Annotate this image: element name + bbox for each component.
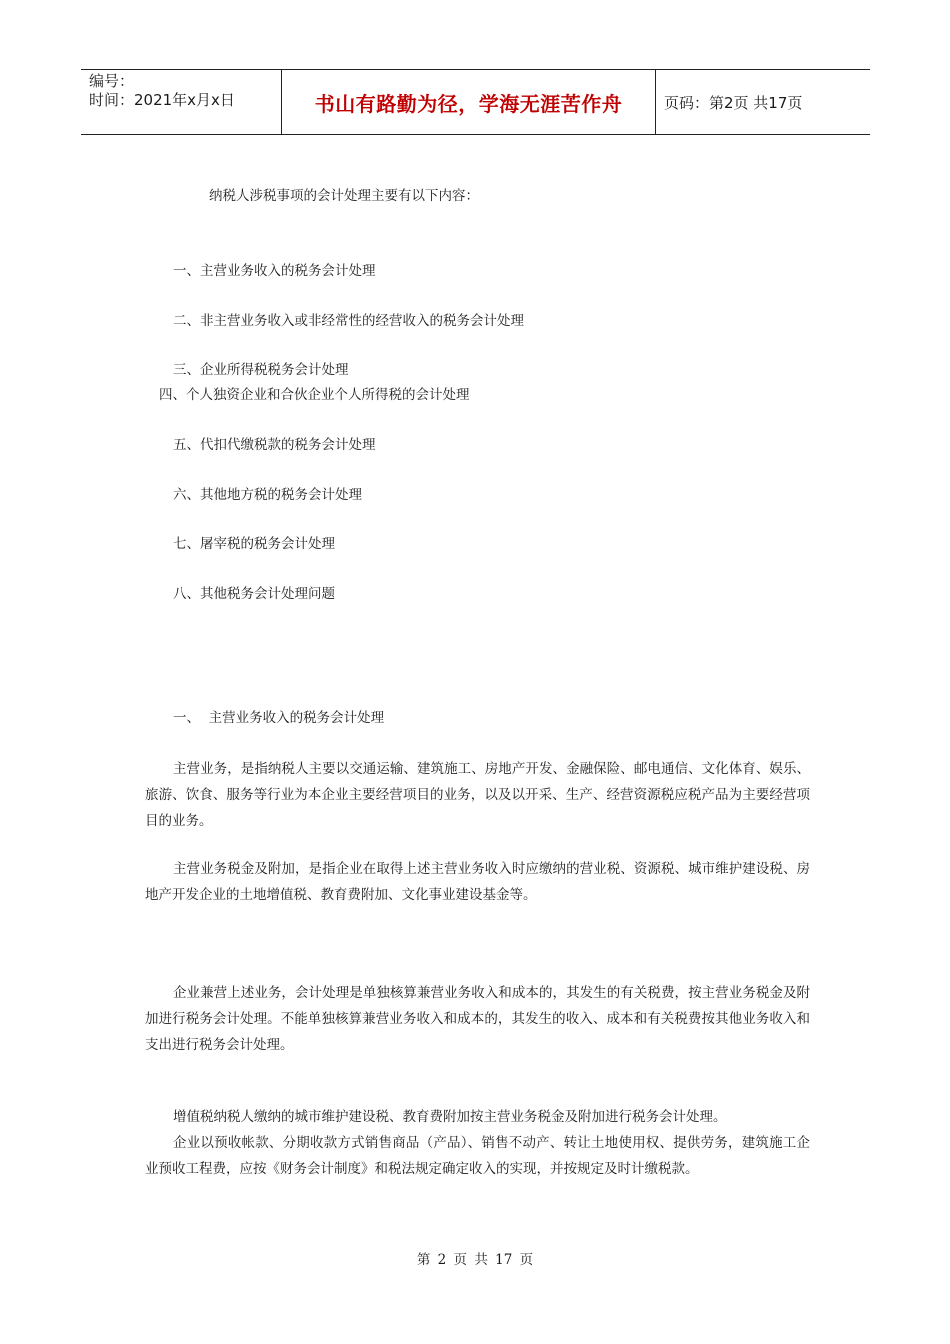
header-page-cell bbox=[656, 70, 870, 134]
toc-item: 三、企业所得税税务会计处理 bbox=[173, 362, 349, 378]
body-paragraph: 主营业务税金及附加，是指企业在取得上述主营业务收入时应缴纳的营业税、资源税、城市维护建设税、房地产开发企业的土地增值税、教育费附加、文化事业建设基金等。 bbox=[145, 861, 810, 903]
toc-item: 五、代扣代缴税款的税务会计处理 bbox=[173, 437, 376, 453]
body-paragraph: 增值税纳税人缴纳的城市维护建设税、教育费附加按主营业务税金及附加进行税务会计处理。 bbox=[173, 1109, 727, 1125]
header-info-cell bbox=[81, 70, 282, 134]
toc-item: 八、其他税务会计处理问题 bbox=[173, 586, 335, 602]
header-motto-cell bbox=[282, 70, 656, 134]
page-info: 页码：第2页 共17页 bbox=[664, 93, 803, 112]
toc-item: 二、非主营业务收入或非经常性的经营收入的税务会计处理 bbox=[173, 313, 524, 329]
toc-item: 七、屠宰税的税务会计处理 bbox=[173, 536, 335, 552]
section-heading: 一、 主营业务收入的税务会计处理 bbox=[173, 710, 385, 726]
document-date: 时间：2021年x月x日 bbox=[89, 91, 235, 109]
body-paragraph: 主营业务，是指纳税人主要以交通运输、建筑施工、房地产开发、金融保险、邮电通信、文化体育、娱乐、旅游、饮食、服务等行业为本企业主要经营项目的业务，以及以开采、生产、经营资源税应税产品为主要经营项目的业务。 bbox=[145, 761, 810, 829]
page-footer: 第 2 页 共 17 页 bbox=[416, 1252, 534, 1268]
toc-item: 六、其他地方税的税务会计处理 bbox=[173, 487, 362, 503]
document-number: 编号： bbox=[89, 72, 135, 90]
toc-item: 一、主营业务收入的税务会计处理 bbox=[173, 263, 376, 279]
motto: 书山有路勤为径，学海无涯苦作舟 bbox=[314, 91, 623, 116]
body-paragraph: 企业以预收帐款、分期收款方式销售商品（产品）、销售不动产、转让土地使用权、提供劳务，建筑施工企业预收工程费，应按《财务会计制度》和税法规定确定收入的实现，并按规定及时计缴税款。 bbox=[145, 1135, 810, 1177]
toc-item: 四、个人独资企业和合伙企业个人所得税的会计处理 bbox=[159, 387, 470, 403]
body-paragraph: 企业兼营上述业务，会计处理是单独核算兼营业务收入和成本的，其发生的有关税费，按主营业务税金及附加进行税务会计处理。不能单独核算兼营业务收入和成本的，其发生的收入、成本和有关税费按其他业务收入和支出进行税务会计处理。 bbox=[145, 985, 810, 1053]
intro-text: 纳税人涉税事项的会计处理主要有以下内容： bbox=[209, 188, 479, 204]
page-header bbox=[81, 69, 870, 135]
